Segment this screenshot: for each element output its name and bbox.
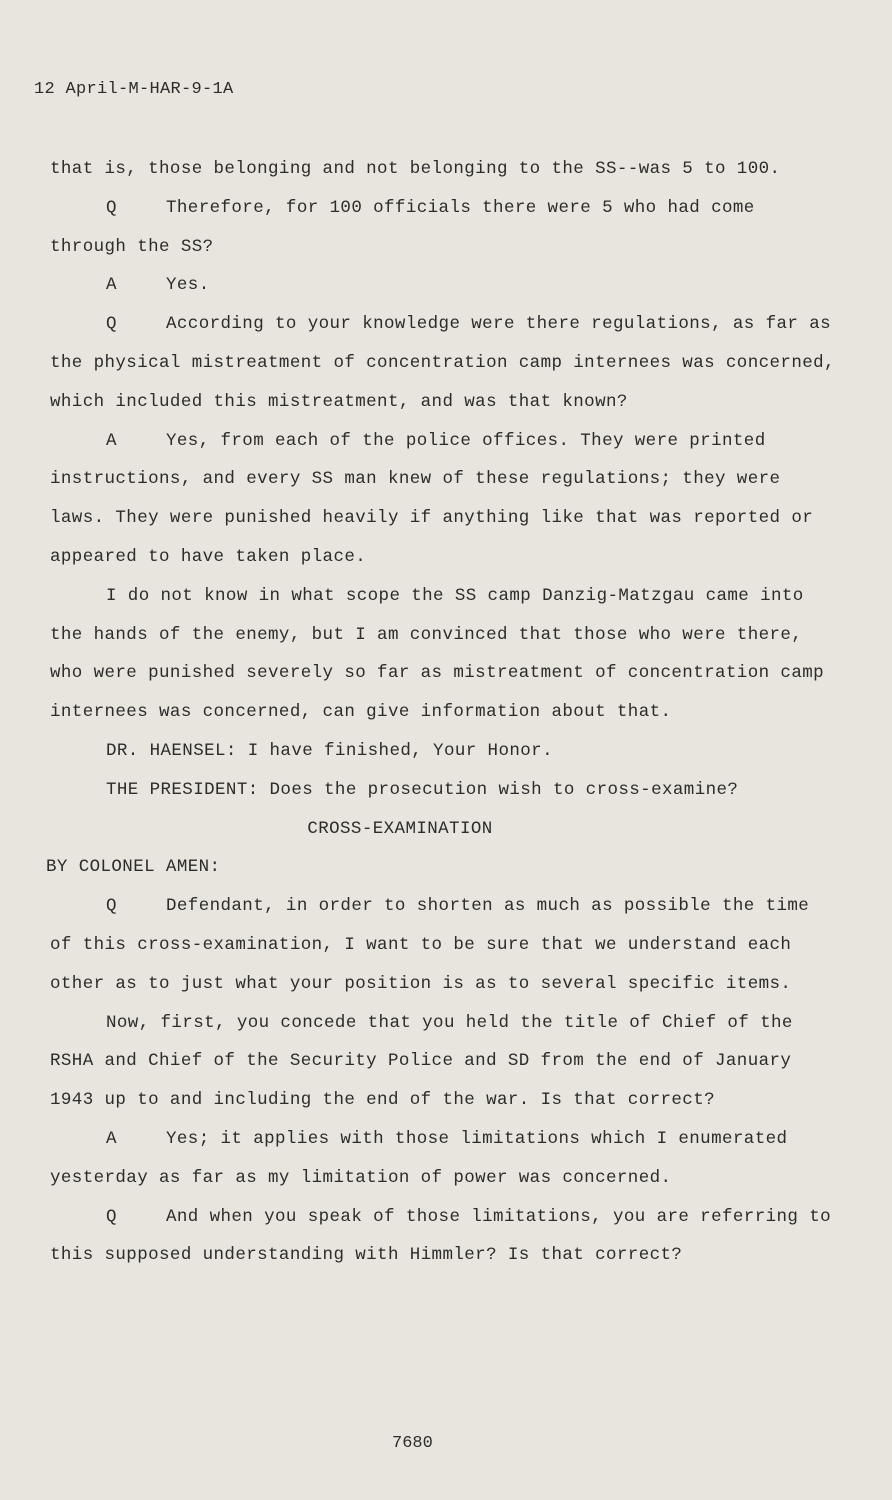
testimony-answer <box>50 266 840 305</box>
paragraph: I do not know in what scope the SS camp Danzig-Matzgau came into the hands of the enemy, but I am convinced that those who were there, who were punished severely so far as mistreatment of concentration camp internees was concerned, can give information about that. <box>50 585 825 723</box>
testimony-question <box>50 305 840 421</box>
paragraph: DR. HAENSEL: I have finished, Your Honor. <box>106 740 553 761</box>
paragraph: that is, those belonging and not belonging to the SS--was 5 to 100. <box>50 159 781 179</box>
speaker-label: Q <box>106 896 117 917</box>
paragraph-text: According to your knowledge were there regulations, as far as the physical mistreatment of concentration camp internees was concerned, which included this mistreatment, and was that known? <box>50 314 835 412</box>
speaker-label: Q <box>106 197 117 218</box>
speaker-label: A <box>106 1128 117 1149</box>
section-heading: CROSS-EXAMINATION <box>307 818 493 839</box>
page-number: 7680 <box>392 1434 433 1453</box>
examiner-line: BY COLONEL AMEN: <box>46 857 221 878</box>
testimony-question <box>50 887 840 1003</box>
speaker-label: Q <box>106 314 117 335</box>
paragraph-text: Yes. <box>166 275 210 296</box>
transcript-body <box>46 150 840 1275</box>
paragraph-text: And when you speak of those limitations, you are referring to this supposed understanding with Himmler? Is that correct? <box>50 1206 832 1266</box>
speaker-label: A <box>106 430 117 451</box>
speaker-label: A <box>106 275 117 296</box>
paragraph-text: Therefore, for 100 officials there were 5 who had come through the SS? <box>50 197 755 257</box>
paragraph: THE PRESIDENT: Does the prosecution wish to cross-examine? <box>106 779 739 800</box>
paragraph-text: Yes, from each of the police offices. They were printed instructions, and every SS man knew of these regulations; they were laws. They were punished heavily if anything like that was reported or appeared to have taken place. <box>50 430 814 567</box>
speaker-label: Q <box>106 1206 117 1227</box>
testimony-answer <box>50 422 840 577</box>
testimony-question <box>50 1198 840 1276</box>
paragraph-text: Yes; it applies with those limitations which I enumerated yesterday as far as my limitation of power was concerned. <box>50 1128 788 1188</box>
paragraph: Now, first, you concede that you held the title of Chief of the RSHA and Chief of the Security Police and SD from the end of January 1943 up to and including the end of the war. Is that correct? <box>50 1012 793 1111</box>
testimony-answer <box>50 1120 840 1198</box>
paragraph-text: Defendant, in order to shorten as much as possible the time of this cross-examination, I want to be sure that we understand each other as to just what your position is as to several specific items. <box>50 896 810 994</box>
page-header: 12 April-M-HAR-9-1A <box>34 80 234 99</box>
testimony-question <box>50 189 840 267</box>
